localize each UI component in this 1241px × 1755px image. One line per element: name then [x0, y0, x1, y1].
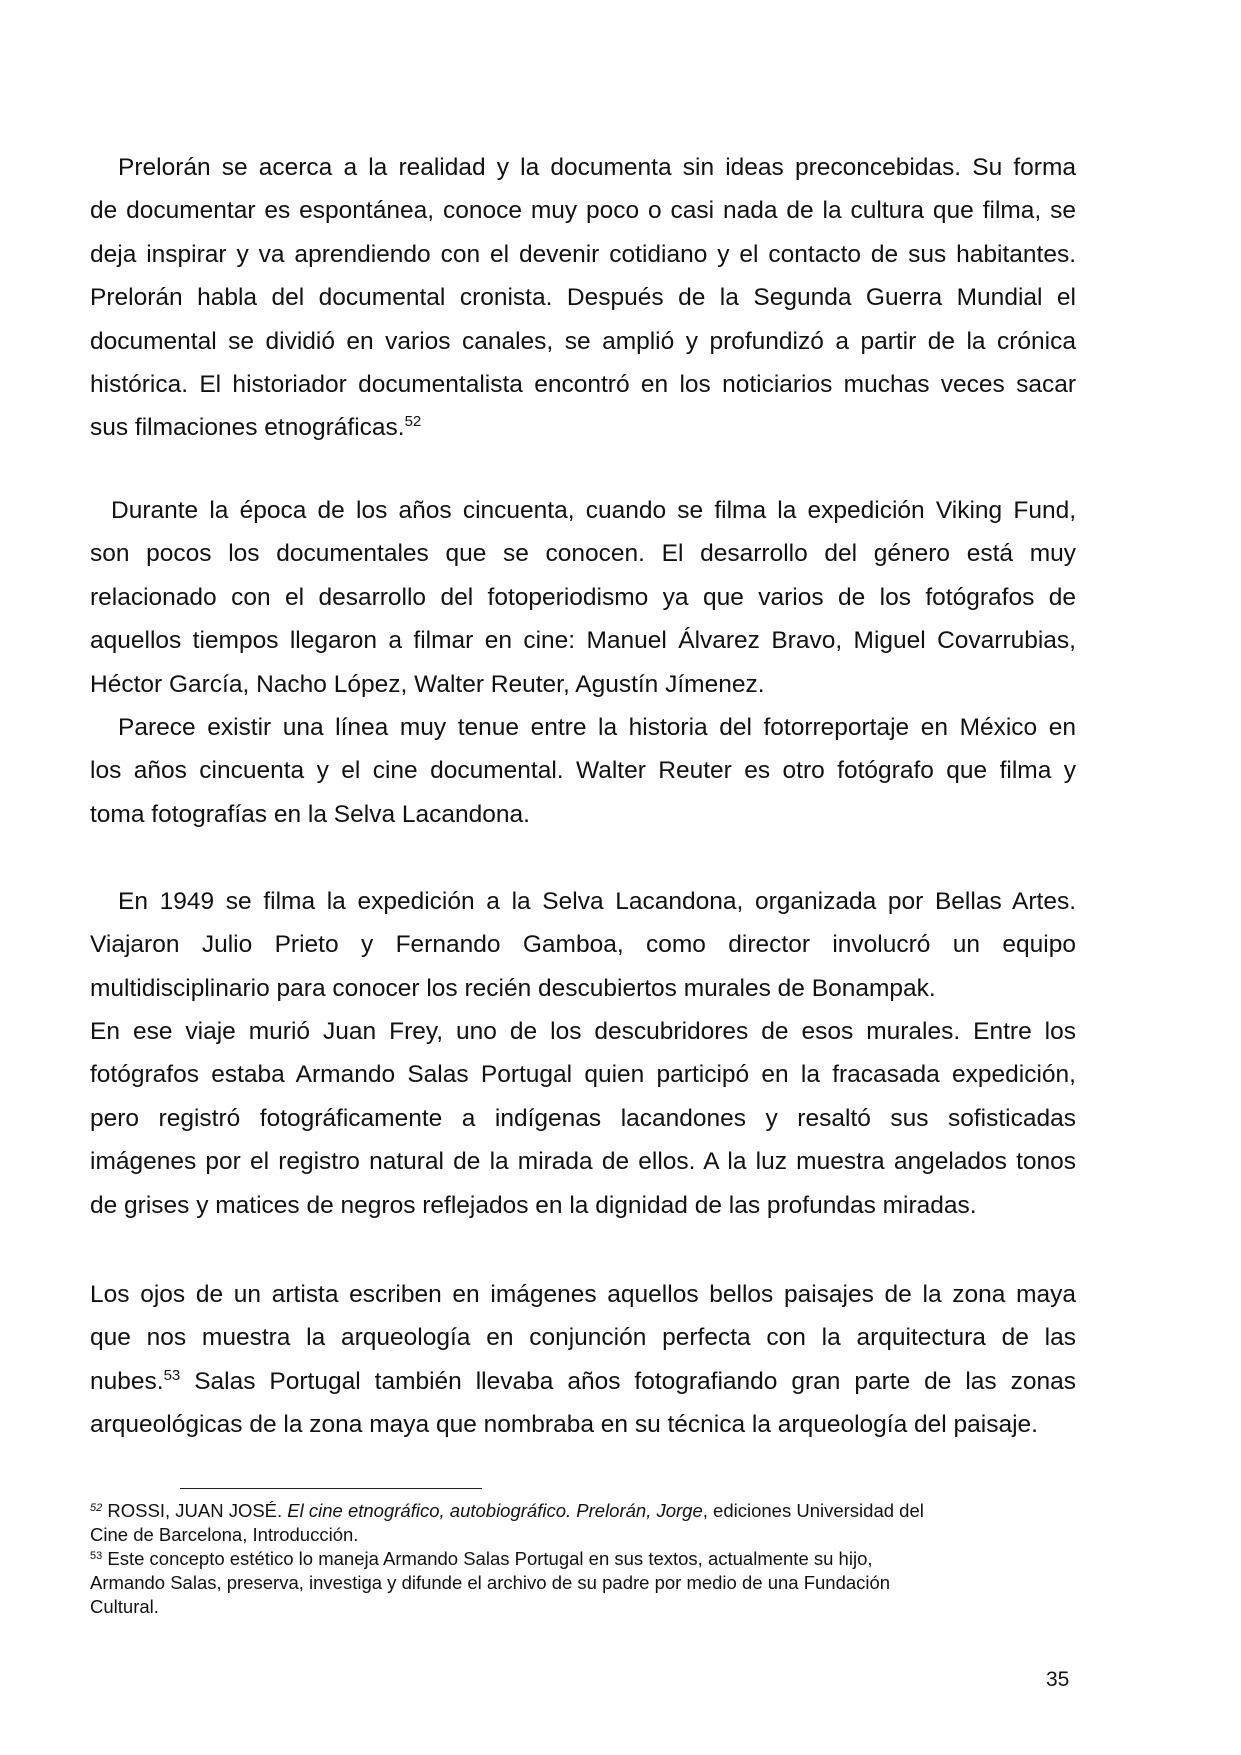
text-line: son pocos los documentales que se conocen. El desarrollo del género está muy	[90, 540, 1076, 568]
text-line: Los ojos de un artista escriben en imágenes aquellos bellos paisajes de la zona maya	[90, 1281, 1076, 1308]
footnote-number: 53	[90, 1550, 103, 1562]
text-line: de documentar es espontánea, conoce muy poco o casi nada de la cultura que filma, se	[90, 197, 1076, 225]
page-number: 35	[1046, 1668, 1070, 1691]
footnote-line	[90, 1547, 1050, 1571]
footnote-text: Cine de Barcelona, Introducción.	[90, 1523, 359, 1545]
text-line: toma fotografías en la Selva Lacandona.	[90, 800, 530, 828]
text-line: Héctor García, Nacho López, Walter Reuter, Agustín Jímenez.	[90, 670, 765, 698]
footnote-text: , ediciones Universidad del	[702, 1500, 924, 1521]
footnote-reference[interactable]: 52	[404, 413, 422, 431]
paragraph	[90, 706, 1076, 836]
text-line	[90, 406, 1076, 449]
paragraph	[90, 1010, 1076, 1227]
footnote-reference[interactable]: 53	[163, 1366, 181, 1384]
text-line: deja inspirar y va aprendiendo con el devenir cotidiano y el contacto de sus habitantes.	[90, 240, 1076, 268]
text-line: de grises y matices de negros reflejados en la dignidad de las profundas miradas.	[90, 1191, 977, 1219]
footnote-title: El cine etnográfico, autobiográfico. Prelorán, Jorge	[287, 1500, 703, 1521]
text-line: En ese viaje murió Juan Frey, uno de los descubridores de esos murales. Entre los	[90, 1018, 1076, 1045]
text-line: histórica. El historiador documentalista encontró en los noticiarios muchas veces sacar	[90, 370, 1076, 398]
text-line-part: Salas Portugal también llevaba años fotografiando gran parte de las zonas	[180, 1367, 1076, 1395]
footnote-text: Este concepto estético lo maneja Armando Salas Portugal en sus textos, actualmente su hijo,	[102, 1548, 873, 1569]
footnote-52	[90, 1499, 1050, 1547]
footnote-separator	[180, 1488, 482, 1489]
text-line-part: nubes.	[90, 1367, 164, 1395]
text-line: los años cincuenta y el cine documental. Walter Reuter es otro fotógrafo que filma y	[90, 757, 1076, 785]
text-line: documental se dividió en varios canales, se amplió y profundizó a partir de la crónica	[90, 327, 1076, 355]
text-line: relacionado con el desarrollo del fotoperiodismo ya que varios de los fotógrafos de	[90, 583, 1076, 611]
footnote-text: Cultural.	[90, 1595, 159, 1617]
footnote-53	[90, 1547, 1050, 1618]
text-line: imágenes por el registro natural de la mirada de ellos. A la luz muestra angelados tonos	[90, 1148, 1076, 1176]
text-line: multidisciplinario para conocer los recién descubiertos murales de Bonampak.	[90, 974, 936, 1002]
footnote-line	[90, 1499, 1050, 1523]
text-line: arqueológicas de la zona maya que nombraba en su técnica la arqueología del paisaje.	[90, 1411, 1038, 1439]
text-line: pero registró fotográficamente a indígenas lacandones y resaltó sus sofisticadas	[90, 1104, 1076, 1132]
text-line	[90, 1360, 1076, 1403]
text-line: Prelorán se acerca a la realidad y la documenta sin ideas preconcebidas. Su forma	[118, 154, 1076, 181]
text-line: fotógrafos estaba Armando Salas Portugal quien participó en la fracasada expedición,	[90, 1061, 1076, 1089]
footnote-text: Armando Salas, preserva, investiga y difunde el archivo de su padre por medio de una Fundación	[90, 1571, 891, 1593]
text-line-part: sus filmaciones etnográficas.	[90, 414, 405, 442]
footnote-line	[90, 1571, 1050, 1595]
paragraph	[90, 489, 1076, 706]
text-line: Parece existir una línea muy tenue entre la historia del fotorreportaje en México en	[118, 714, 1076, 741]
paragraph	[90, 880, 1076, 1010]
text-line: Viajaron Julio Prieto y Fernando Gamboa, como director involucró un equipo	[90, 931, 1076, 959]
footnote-number: 52	[90, 1502, 103, 1514]
footnote-line	[90, 1595, 1050, 1619]
footnote-line	[90, 1523, 1050, 1547]
footnote-text: ROSSI, JUAN JOSÉ.	[102, 1500, 288, 1521]
paragraph	[90, 146, 1076, 450]
text-line: que nos muestra la arqueología en conjunción perfecta con la arquitectura de las	[90, 1324, 1076, 1352]
text-line: En 1949 se filma la expedición a la Selva Lacandona, organizada por Bellas Artes.	[118, 888, 1076, 915]
text-line: Prelorán habla del documental cronista. Después de la Segunda Guerra Mundial el	[90, 284, 1076, 312]
paragraph	[90, 1273, 1076, 1447]
text-line: aquellos tiempos llegaron a filmar en cine: Manuel Álvarez Bravo, Miguel Covarrubias,	[90, 627, 1076, 655]
text-line: Durante la época de los años cincuenta, cuando se filma la expedición Viking Fund,	[111, 497, 1076, 524]
